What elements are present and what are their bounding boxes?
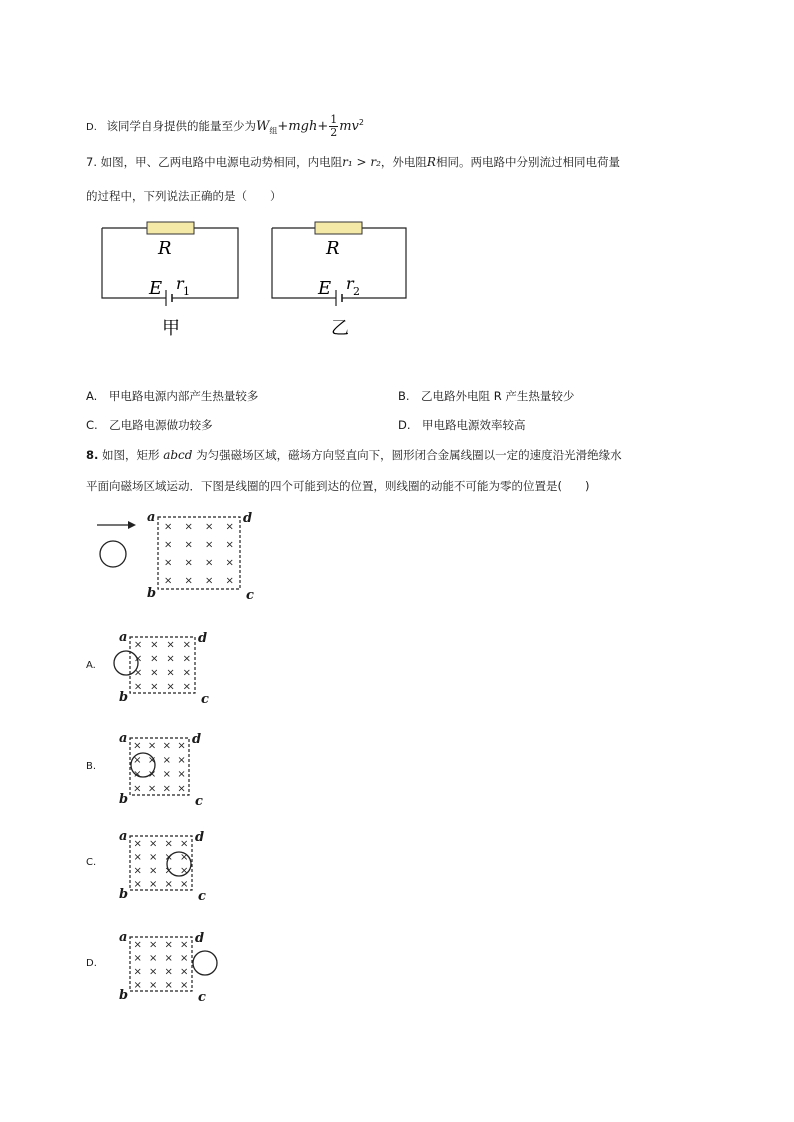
- field-cross: ×: [184, 557, 193, 569]
- q7-number: 7.: [86, 155, 97, 169]
- corner-c-label: c: [198, 990, 206, 1005]
- corner-b-label: b: [119, 792, 129, 807]
- field-cross: ×: [180, 979, 189, 991]
- q8-option-a-label[interactable]: A.: [86, 660, 96, 671]
- internal-r-subscript: 1: [183, 285, 190, 298]
- field-cross: ×: [133, 952, 142, 964]
- corner-a-label: a: [119, 829, 128, 844]
- corner-d-label: d: [195, 830, 205, 845]
- q8-line2: 平面向磁场区域运动．下图是线圈的四个可能到达的位置，则线圈的动能不可能为零的位置是( ): [86, 479, 590, 493]
- field-cross: ×: [149, 966, 158, 978]
- field-cross: ×: [182, 681, 192, 693]
- internal-r-subscript: 2: [353, 285, 360, 298]
- energy-symbol: W: [256, 119, 270, 134]
- corner-b-label: b: [119, 887, 129, 902]
- corner-d-label: d: [198, 631, 208, 646]
- field-cross: ×: [166, 653, 175, 665]
- field-cross: ×: [164, 539, 173, 551]
- field-cross: ×: [149, 851, 158, 863]
- field-cross: ×: [150, 667, 159, 679]
- corner-d-label: d: [195, 931, 205, 946]
- q7-option-a[interactable]: A. 甲电路电源内部产生热量较多: [86, 389, 259, 403]
- field-cross: ×: [133, 740, 142, 752]
- emf-label: E: [318, 278, 332, 299]
- field-cross: ×: [205, 557, 214, 569]
- field-cross: ×: [164, 878, 173, 890]
- field-cross: ×: [180, 851, 189, 863]
- q7-text-c: 相同。两电路中分别流过相同电荷量: [435, 155, 620, 169]
- field-cross: ×: [147, 769, 157, 781]
- field-cross: ×: [133, 878, 142, 890]
- field-cross: ×: [149, 979, 158, 991]
- q7-option-c[interactable]: C. 乙电路电源做功较多: [86, 418, 213, 432]
- q8-option-d-label[interactable]: D.: [86, 958, 97, 969]
- field-cross: ×: [150, 653, 159, 665]
- field-cross: ×: [164, 865, 173, 877]
- field-cross: ×: [162, 769, 172, 781]
- q7-option-b[interactable]: B. 乙电路外电阻 R 产生热量较少: [398, 389, 575, 403]
- emf-label: E: [149, 278, 163, 299]
- field-cross: ×: [133, 667, 143, 679]
- corner-c-label: c: [195, 794, 203, 809]
- field-cross: ×: [164, 979, 173, 991]
- field-cross: ×: [182, 653, 192, 665]
- field-cross: ×: [150, 639, 159, 651]
- field-cross: ×: [147, 783, 157, 795]
- field-cross: ×: [164, 851, 173, 863]
- field-cross: ×: [182, 667, 192, 679]
- field-cross: ×: [177, 769, 186, 781]
- field-cross: ×: [166, 639, 175, 651]
- field-cross: ×: [177, 783, 186, 795]
- internal-r-label: r: [346, 274, 354, 293]
- corner-b-label: b: [147, 586, 157, 601]
- corner-d-label: d: [243, 511, 253, 526]
- q7-text-a: 如图，甲、乙两电路中电源电动势相同，内电阻: [100, 155, 343, 169]
- q7-text-b: ，外电阻: [380, 155, 427, 169]
- corner-b-label: b: [119, 988, 129, 1003]
- option-text: 该同学自身提供的能量至少为: [106, 119, 257, 133]
- mgh-term: +mgh+: [277, 119, 329, 134]
- energy-subscript: 组: [269, 126, 278, 136]
- field-cross: ×: [177, 740, 186, 752]
- field-cross: ×: [149, 865, 158, 877]
- field-cross: ×: [133, 851, 142, 863]
- fraction-half: $\frac{1}{2}$: [330, 113, 338, 139]
- field-cross: ×: [133, 865, 142, 877]
- circuit-caption: 乙: [331, 318, 349, 339]
- field-cross: ×: [164, 966, 173, 978]
- field-cross: ×: [164, 521, 173, 533]
- field-cross: ×: [225, 539, 234, 551]
- corner-a-label: a: [119, 731, 128, 746]
- field-cross: ×: [162, 754, 172, 766]
- field-cross: ×: [225, 521, 234, 533]
- field-cross: ×: [184, 539, 193, 551]
- resistor-label: R: [158, 238, 172, 259]
- q8-number: 8.: [86, 448, 99, 462]
- field-cross: ×: [133, 966, 142, 978]
- field-cross: ×: [184, 575, 193, 587]
- field-cross: ×: [149, 878, 158, 890]
- field-cross: ×: [150, 681, 159, 693]
- field-cross: ×: [162, 783, 172, 795]
- internal-r-label: r: [176, 274, 184, 293]
- field-cross: ×: [205, 575, 214, 587]
- mv-term: mv: [339, 119, 359, 134]
- field-cross: ×: [205, 521, 214, 533]
- field-cross: ×: [149, 939, 158, 951]
- field-cross: ×: [133, 653, 143, 665]
- field-cross: ×: [147, 754, 157, 766]
- option-label: D.: [86, 122, 97, 133]
- q7-option-d[interactable]: D. 甲电路电源效率较高: [398, 418, 526, 432]
- field-cross: ×: [133, 754, 142, 766]
- field-cross: ×: [149, 838, 158, 850]
- field-cross: ×: [225, 557, 234, 569]
- field-cross: ×: [180, 878, 189, 890]
- coil-circle: [100, 541, 126, 567]
- square-superscript: 2: [358, 118, 364, 128]
- field-cross: ×: [149, 952, 158, 964]
- q7-r-symbol: R: [426, 155, 436, 169]
- field-cross: ×: [133, 838, 142, 850]
- field-cross: ×: [166, 681, 175, 693]
- field-cross: ×: [164, 575, 173, 587]
- corner-a-label: a: [119, 630, 128, 645]
- field-cross: ×: [180, 939, 189, 951]
- field-cross: ×: [180, 952, 189, 964]
- coil-circle: [193, 951, 217, 975]
- corner-a-label: a: [119, 930, 128, 945]
- field-cross: ×: [177, 754, 186, 766]
- field-cross: ×: [133, 769, 142, 781]
- corner-c-label: c: [201, 692, 209, 707]
- field-cross: ×: [184, 521, 193, 533]
- field-cross: ×: [180, 865, 189, 877]
- field-cross: ×: [180, 838, 189, 850]
- q7-inequality: r₁ > r₂: [342, 155, 381, 169]
- field-cross: ×: [164, 952, 173, 964]
- coil-circle: [164, 851, 191, 877]
- corner-a-label: a: [147, 510, 156, 525]
- field-cross: ×: [180, 966, 189, 978]
- field-cross: ×: [147, 740, 157, 752]
- field-cross: ×: [182, 639, 192, 651]
- corner-d-label: d: [192, 732, 202, 747]
- corner-c-label: c: [198, 889, 206, 904]
- field-cross: ×: [133, 639, 143, 651]
- arrow-head-icon: [128, 521, 136, 529]
- corner-c-label: c: [246, 588, 254, 603]
- q8-text-a: 如图，矩形: [102, 448, 160, 462]
- field-cross: ×: [133, 939, 142, 951]
- field-cross: ×: [133, 681, 143, 693]
- field-cross: ×: [164, 838, 173, 850]
- field-cross: ×: [225, 575, 234, 587]
- field-cross: ×: [162, 740, 172, 752]
- field-cross: ×: [133, 783, 142, 795]
- q7-line2: 的过程中，下列说法正确的是（ ）: [86, 189, 282, 203]
- field-cross: ×: [205, 539, 214, 551]
- field-cross: ×: [166, 667, 175, 679]
- resistor-label: R: [326, 238, 340, 259]
- q8-option-c-label[interactable]: C.: [86, 857, 97, 868]
- q8-abcd: abcd: [163, 448, 193, 462]
- field-cross: ×: [133, 979, 142, 991]
- q8-text-b: 为匀强磁场区域，磁场方向竖直向下，圆形闭合金属线圈以一定的速度沿光滑绝缘水: [196, 448, 622, 462]
- q8-option-b-label[interactable]: B.: [86, 761, 97, 772]
- corner-b-label: b: [119, 690, 129, 705]
- circuit-caption: 甲: [162, 318, 180, 339]
- field-cross: ×: [164, 557, 173, 569]
- field-cross: ×: [164, 939, 173, 951]
